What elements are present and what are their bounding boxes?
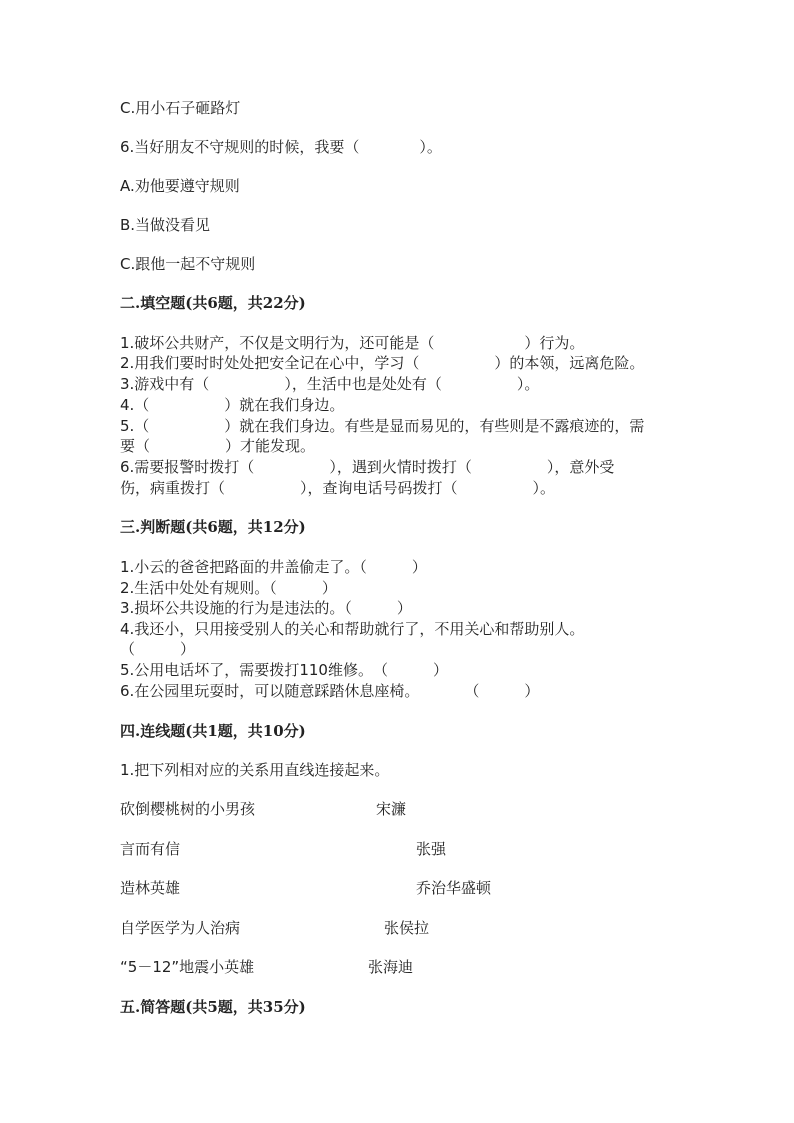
match-right-item: 张侯拉 bbox=[384, 919, 430, 937]
section-heading: 四.连线题(共1题，共10分) bbox=[120, 722, 306, 740]
question-line: 5.公用电话坏了，需要拨打110维修。 （ ） bbox=[120, 661, 448, 679]
section-heading: 三.判断题(共6题，共12分) bbox=[120, 518, 306, 536]
section-heading: 二.填空题(共6题，共22分) bbox=[120, 294, 306, 312]
question-line: 4.我还小，只用接受别人的关心和帮助就行了，不用关心和帮助别人。 bbox=[120, 620, 585, 638]
match-right-item: 宋濂 bbox=[376, 800, 407, 818]
question-line: 3.损坏公共设施的行为是违法的。（ ） bbox=[120, 599, 412, 617]
option-text: C.跟他一起不守规则 bbox=[120, 255, 256, 273]
question-line: 2.生活中处处有规则。（ ） bbox=[120, 579, 337, 597]
question-line: 1.小云的爸爸把路面的井盖偷走了。（ ） bbox=[120, 558, 427, 576]
question-line: （ ） bbox=[120, 640, 196, 658]
question-line: 要（ ）才能发现。 bbox=[120, 437, 316, 455]
match-left-item: 自学医学为人治病 bbox=[120, 919, 241, 937]
match-left-item: 造林英雄 bbox=[120, 879, 181, 897]
match-right-item: 张强 bbox=[416, 840, 447, 858]
match-left-item: 言而有信 bbox=[120, 840, 181, 858]
match-right-item: 张海迪 bbox=[368, 958, 414, 976]
match-left-item: 砍倒樱桃树的小男孩 bbox=[120, 800, 256, 818]
option-text: C.用小石子砸路灯 bbox=[120, 99, 241, 117]
option-text: B.当做没看见 bbox=[120, 216, 211, 234]
question-stem: 1.把下列相对应的关系用直线连接起来。 bbox=[120, 761, 390, 779]
question-line: 1.破坏公共财产，不仅是文明行为，还可能是（ ）行为。 bbox=[120, 334, 585, 352]
match-right-item: 乔治华盛顿 bbox=[416, 879, 492, 897]
question-line: 4.（ ）就在我们身边。 bbox=[120, 396, 345, 414]
question-line: 伤，病重拨打（ ），查询电话号码拨打（ ）。 bbox=[120, 479, 556, 497]
question-line: 5.（ ）就在我们身边。有些是显而易见的，有些则是不露痕迹的，需 bbox=[120, 417, 645, 435]
question-line: 6.需要报警时拨打（ ），遇到火情时拨打（ ），意外受 bbox=[120, 458, 615, 476]
question-line: 3.游戏中有（ ），生活中也是处处有（ ）。 bbox=[120, 375, 540, 393]
section-heading: 五.简答题(共5题，共35分) bbox=[120, 998, 306, 1016]
question-stem: 6.当好朋友不守规则的时候，我要（ ）。 bbox=[120, 138, 442, 156]
option-text: A.劝他要遵守规则 bbox=[120, 177, 240, 195]
question-line: 6.在公园里玩耍时，可以随意踩踏休息座椅。 （ ） bbox=[120, 682, 540, 700]
question-line: 2.用我们要时时处处把安全记在心中，学习（ ）的本领，远离危险。 bbox=[120, 354, 645, 372]
match-left-item: “5－12”地震小英雄 bbox=[120, 958, 255, 976]
